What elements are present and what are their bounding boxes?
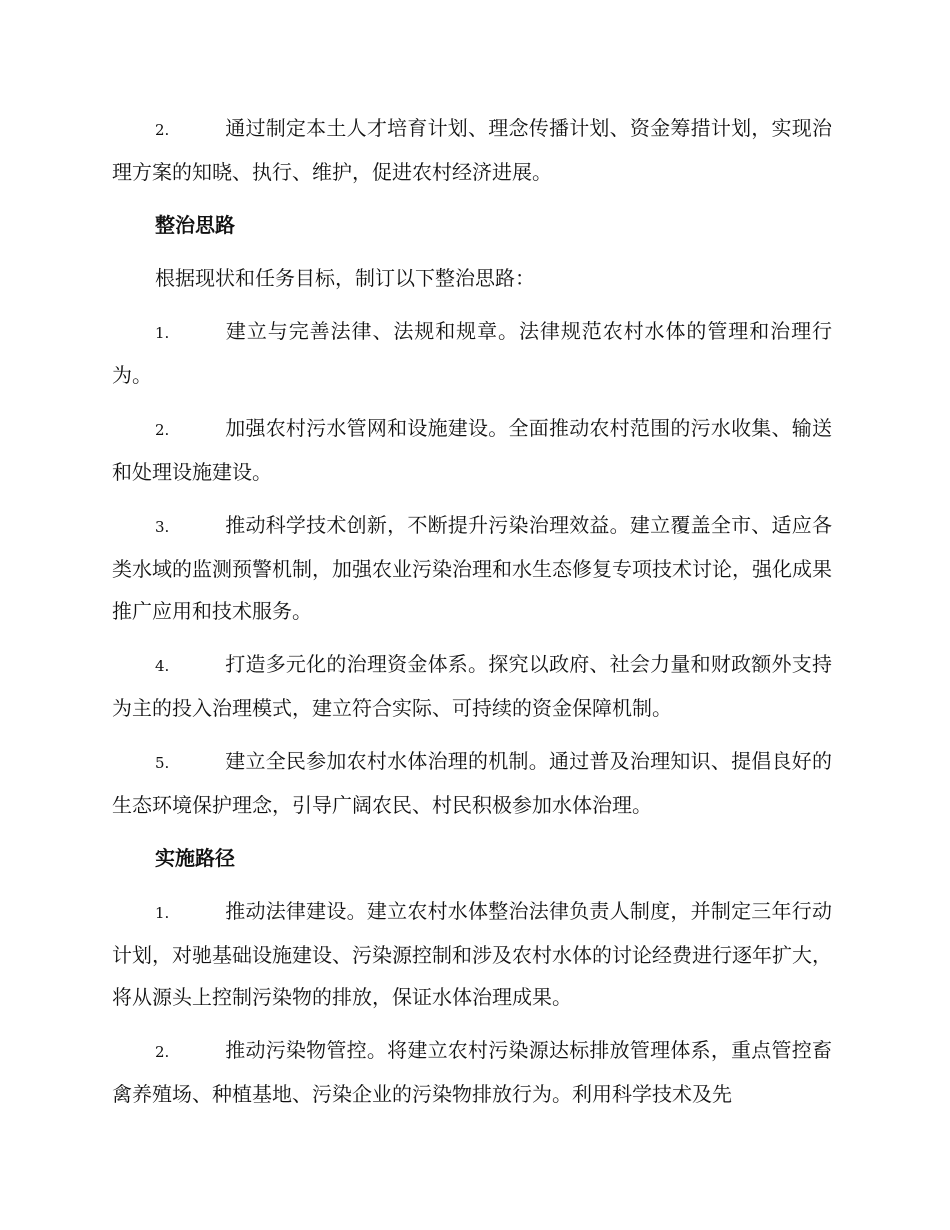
list-text: 加强农村污水管网和设施建设。全面推动农村范围的污水收集、输送和处理设施建设。 [112,416,832,484]
list-text: 推动科学技术创新，不断提升污染治理效益。建立覆盖全市、适应各类水域的监测预警机制，加强农业污染治理和水生态修复专项技术讨论，强化成果推广应用和技术服务。 [112,513,832,623]
list-number: 1. [155,904,170,922]
list-item [112,310,832,396]
list-item [112,1029,832,1115]
paragraph: 根据现状和任务目标，制订以下整治思路： [155,266,535,290]
list-text: 推动法律建设。建立农村水体整治法律负责人制度，并制定三年行动计划，对驰基础设施建设、污染源控制和涉及农村水体的讨论经费进行逐年扩大，将从源头上控制污染物的排放，保证水体治理成果。 [112,899,832,1009]
list-number: 5. [155,754,170,772]
list-text: 推动污染物管控。将建立农村污染源达标排放管理体系，重点管控畜禽养殖场、种植基地、污染企业的污染物排放行为。利用科学技术及先 [112,1038,832,1106]
list-item [112,407,832,493]
list-item [112,107,832,193]
list-number: 3. [155,518,170,536]
list-item [112,740,832,826]
list-item [112,890,832,1018]
list-text: 建立与完善法律、法规和规章。法律规范农村水体的管理和治理行为。 [112,319,832,387]
list-item [112,504,832,632]
section-heading: 整治思路 [155,213,235,237]
list-text: 建立全民参加农村水体治理的机制。通过普及治理知识、提倡良好的生态环境保护理念，引导广阔农民、村民积极参加水体治理。 [112,749,832,817]
list-number: 2. [155,1043,170,1061]
list-text: 打造多元化的治理资金体系。探究以政府、社会力量和财政额外支持为主的投入治理模式，建立符合实际、可持续的资金保障机制。 [112,652,832,720]
list-item [112,643,832,729]
list-number: 4. [155,657,170,675]
list-number: 1. [155,324,170,342]
list-text: 通过制定本土人才培育计划、理念传播计划、资金筹措计划，实现治理方案的知晓、执行、维护，促进农村经济进展。 [112,116,832,184]
list-number: 2. [155,421,170,439]
document-body [112,107,832,1126]
section-heading: 实施路径 [155,846,235,870]
list-number: 2. [155,121,170,139]
